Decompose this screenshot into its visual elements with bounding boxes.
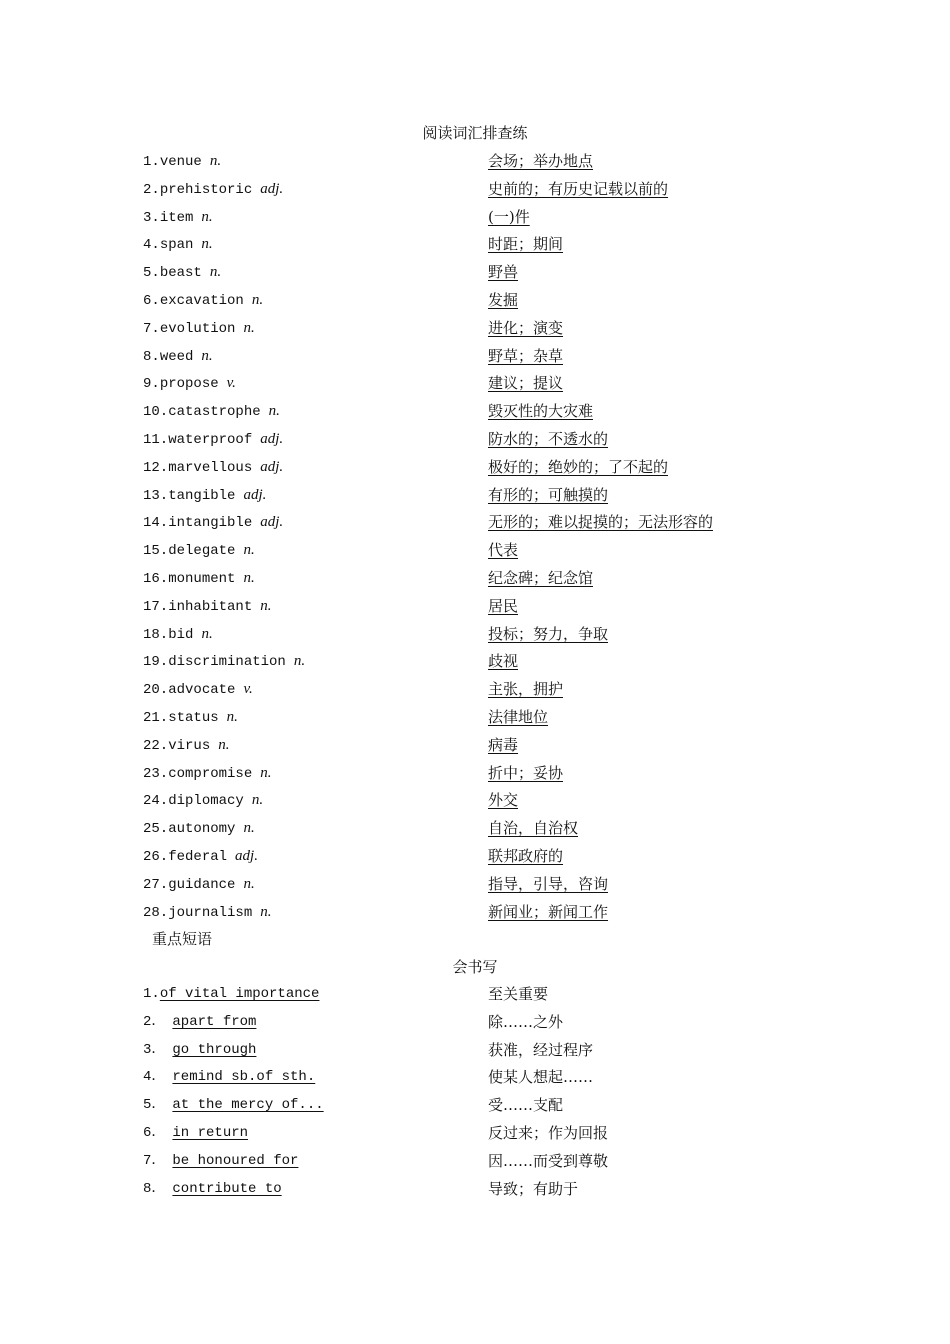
- vocab-row: [0, 679, 950, 701]
- vocab-term: status: [168, 710, 219, 726]
- vocab-number: 4.: [143, 237, 160, 254]
- vocab-pos: adj.: [260, 180, 284, 197]
- vocab-number: 28.: [143, 904, 169, 921]
- phrase-meaning: 受……支配: [488, 1096, 564, 1115]
- vocab-pos: adj.: [260, 431, 284, 447]
- vocab-pos: n.: [243, 319, 255, 336]
- vocab-row: [0, 346, 950, 368]
- phrase-row: [0, 1067, 950, 1089]
- vocab-number: 17.: [143, 598, 169, 615]
- vocab-number: 10.: [143, 404, 169, 421]
- vocab-meaning: 法律地位: [488, 708, 549, 726]
- vocab-pos: v.: [226, 375, 236, 392]
- vocab-word: [143, 624, 213, 645]
- vocab-meaning: 防水的；不透水的: [488, 430, 609, 448]
- phrase-row: [0, 984, 950, 1006]
- vocab-row: [0, 846, 950, 868]
- vocab-word: [143, 373, 236, 394]
- vocab-word: [143, 846, 258, 867]
- vocab-word: [143, 346, 213, 367]
- vocab-term: bid: [168, 626, 194, 643]
- vocab-term: federal: [168, 849, 228, 865]
- vocab-pos: n.: [251, 792, 264, 809]
- vocab-meaning: 进化；演变: [488, 318, 564, 337]
- vocab-pos: n.: [260, 903, 272, 920]
- vocab-term: tangible: [168, 487, 236, 504]
- phrase-entry: [143, 1123, 248, 1143]
- vocab-row: [0, 401, 950, 423]
- vocab-word: [143, 679, 253, 700]
- vocab-number: 7.: [143, 320, 160, 337]
- vocab-row: [0, 151, 950, 173]
- vocab-meaning: (一)件: [488, 207, 530, 226]
- vocab-meaning: 时距；期间: [488, 235, 564, 254]
- vocab-meaning: 毁灭性的大灾难: [488, 402, 594, 421]
- vocab-pos: v.: [243, 681, 253, 698]
- vocab-pos: n.: [209, 153, 222, 169]
- vocab-word: [143, 262, 221, 283]
- vocab-row: [0, 568, 950, 590]
- vocab-pos: n.: [226, 709, 238, 725]
- phrase-row: [0, 1123, 950, 1145]
- phrase-meaning: 除……之外: [488, 1012, 564, 1031]
- vocab-number: 15.: [143, 543, 169, 560]
- vocab-word: [143, 874, 255, 895]
- vocab-pos: n.: [201, 625, 213, 642]
- vocab-row: [0, 540, 950, 562]
- vocab-row: [0, 262, 950, 284]
- vocab-number: 2.: [143, 181, 160, 198]
- vocab-meaning: 建议；提议: [488, 374, 564, 393]
- vocab-number: 16.: [143, 571, 169, 587]
- vocab-number: 9.: [143, 376, 160, 393]
- vocab-row: [0, 763, 950, 785]
- vocab-meaning: 史前的；有历史记载以前的: [488, 179, 669, 198]
- vocab-term: prehistoric: [159, 181, 253, 198]
- vocab-pos: n.: [218, 736, 230, 753]
- vocab-pos: n.: [201, 208, 213, 225]
- phrase-entry: [143, 1012, 256, 1032]
- vocab-term: journalism: [168, 904, 253, 921]
- phrase-row: [0, 1095, 950, 1117]
- vocab-number: 14.: [143, 515, 169, 532]
- vocab-word: [143, 290, 263, 311]
- vocab-word: [143, 902, 271, 923]
- vocab-meaning: 野兽: [488, 263, 519, 282]
- phrase-number: 4．: [143, 1069, 166, 1086]
- vocab-row: [0, 318, 950, 340]
- vocab-number: 23.: [143, 765, 169, 782]
- vocab-word: [143, 457, 283, 478]
- phrase-meaning: 获准，经过程序: [488, 1040, 594, 1059]
- vocab-term: catastrophe: [168, 404, 261, 421]
- vocab-number: 18.: [143, 626, 169, 643]
- vocab-meaning: 主张，拥护: [488, 680, 564, 699]
- phrase-row: [0, 1179, 950, 1201]
- phrase-meaning: 因……而受到尊敬: [488, 1151, 609, 1170]
- vocab-word: [143, 735, 229, 756]
- phrase-text: be honoured for: [172, 1152, 299, 1169]
- vocab-word: [143, 596, 271, 617]
- vocab-number: 13.: [143, 487, 169, 504]
- vocab-pos: n.: [243, 570, 255, 586]
- phrase-number: 6．: [143, 1125, 166, 1141]
- vocab-word: [143, 179, 283, 200]
- vocab-number: 21.: [143, 710, 169, 726]
- vocab-term: excavation: [159, 293, 244, 309]
- vocab-number: 27.: [143, 876, 169, 893]
- vocab-term: discrimination: [168, 654, 286, 671]
- vocab-term: monument: [168, 571, 236, 587]
- vocab-meaning: 野草；杂草: [488, 346, 564, 365]
- vocab-word: [143, 790, 263, 811]
- vocab-meaning: 纪念碑；纪念馆: [488, 569, 594, 587]
- vocab-number: 12.: [143, 459, 169, 476]
- vocab-word: [143, 234, 213, 255]
- phrase-meaning: 使某人想起……: [488, 1068, 594, 1087]
- phrase-number: 2．: [143, 1013, 166, 1030]
- vocab-pos: n.: [293, 653, 306, 670]
- vocab-row: [0, 485, 950, 507]
- phrase-text: at the mercy of...: [172, 1097, 324, 1114]
- vocab-row: [0, 735, 950, 757]
- vocab-row: [0, 651, 950, 673]
- vocab-pos: n.: [260, 597, 272, 614]
- vocab-term: waterproof: [168, 432, 253, 448]
- vocab-row: [0, 429, 950, 451]
- vocab-term: guidance: [168, 876, 236, 893]
- phrase-text: remind sb.of sth.: [172, 1069, 316, 1086]
- vocab-term: diplomacy: [168, 793, 244, 810]
- vocab-word: [143, 818, 255, 839]
- vocab-row: [0, 818, 950, 840]
- vocab-row: [0, 457, 950, 479]
- vocab-number: 26.: [143, 849, 169, 865]
- vocab-term: span: [159, 237, 194, 254]
- vocab-pos: n.: [251, 292, 264, 308]
- vocab-term: autonomy: [168, 821, 236, 838]
- phrase-entry: [143, 1151, 298, 1171]
- vocab-number: 1.: [143, 154, 160, 170]
- phrase-text: apart from: [172, 1013, 257, 1030]
- vocab-row: [0, 707, 950, 729]
- vocab-meaning: 极好的；绝妙的；了不起的: [488, 457, 669, 476]
- phrase-text: contribute to: [172, 1180, 282, 1197]
- vocab-number: 19.: [143, 654, 169, 671]
- vocab-number: 11.: [143, 432, 169, 448]
- phrase-entry: [143, 984, 319, 1004]
- vocab-term: advocate: [168, 682, 236, 699]
- phrase-meaning: 至关重要: [488, 985, 549, 1003]
- phrase-number: 3．: [143, 1041, 166, 1058]
- vocab-number: 25.: [143, 821, 169, 838]
- vocab-meaning: 指导，引导，咨询: [488, 874, 609, 893]
- vocab-meaning: 投标；努力，争取: [488, 624, 609, 643]
- vocab-pos: n.: [243, 875, 255, 892]
- vocab-term: weed: [159, 348, 194, 365]
- vocab-word: [143, 207, 213, 228]
- vocab-word: [143, 707, 238, 728]
- vocab-word: [143, 401, 280, 422]
- vocab-term: beast: [159, 265, 202, 282]
- vocab-meaning: 自治，自治权: [488, 819, 579, 838]
- vocab-row: [0, 290, 950, 312]
- vocab-term: virus: [168, 737, 211, 754]
- vocab-term: inhabitant: [168, 598, 253, 615]
- phrase-number: 8．: [143, 1180, 166, 1197]
- vocab-pos: n.: [268, 403, 280, 420]
- vocab-word: [143, 568, 255, 589]
- vocab-pos: n.: [201, 236, 213, 253]
- phrase-row: [0, 1012, 950, 1034]
- vocab-number: 8.: [143, 348, 160, 365]
- vocab-pos: n.: [243, 820, 255, 837]
- vocab-number: 24.: [143, 793, 169, 810]
- vocab-term: intangible: [168, 515, 253, 532]
- vocab-pos: n.: [243, 542, 255, 559]
- vocab-term: compromise: [168, 765, 253, 782]
- phrases-heading: 重点短语: [152, 930, 213, 948]
- vocab-pos: adj.: [243, 486, 267, 503]
- vocab-word: [143, 429, 283, 450]
- vocab-term: marvellous: [168, 459, 253, 476]
- vocab-row: [0, 179, 950, 201]
- vocab-row: [0, 207, 950, 229]
- phrase-entry: [143, 1067, 315, 1087]
- phrase-entry: [143, 1179, 282, 1199]
- vocab-row: [0, 790, 950, 812]
- vocab-number: 3.: [143, 209, 160, 226]
- vocab-meaning: 有形的；可触摸的: [488, 485, 609, 504]
- phrase-text: go through: [172, 1041, 257, 1058]
- vocab-meaning: 病毒: [488, 735, 519, 754]
- phrase-number: 1.: [143, 986, 160, 1002]
- vocab-number: 5.: [143, 265, 160, 282]
- vocab-meaning: 新闻业；新闻工作: [488, 902, 609, 921]
- vocab-row: [0, 373, 950, 395]
- phrase-text: in return: [172, 1125, 249, 1141]
- phrase-row: [0, 1040, 950, 1062]
- vocab-meaning: 居民: [488, 596, 519, 615]
- vocab-word: [143, 485, 266, 506]
- vocab-row: [0, 902, 950, 924]
- phrases-title: 会书写: [452, 958, 498, 976]
- vocab-row: [0, 624, 950, 646]
- vocab-row: [0, 234, 950, 256]
- vocab-pos: n.: [260, 764, 272, 781]
- vocab-meaning: 外交: [488, 791, 519, 810]
- vocab-word: [143, 512, 283, 533]
- vocab-term: delegate: [168, 543, 236, 560]
- vocab-meaning: 无形的；难以捉摸的；无法形容的: [488, 513, 714, 532]
- vocab-meaning: 发掘: [488, 291, 519, 309]
- vocab-title: 阅读词汇排查练: [422, 124, 528, 142]
- vocab-meaning: 会场；举办地点: [488, 152, 594, 170]
- vocab-pos: adj.: [235, 848, 258, 864]
- phrase-entry: [143, 1095, 324, 1115]
- vocab-word: [143, 763, 271, 784]
- vocab-term: evolution: [159, 320, 236, 337]
- vocab-row: [0, 596, 950, 618]
- phrase-entry: [143, 1040, 256, 1060]
- vocab-number: 20.: [143, 682, 169, 699]
- phrase-row: [0, 1151, 950, 1173]
- vocab-meaning: 折中；妥协: [488, 763, 564, 782]
- vocab-word: [143, 151, 221, 172]
- vocab-row: [0, 874, 950, 896]
- vocab-meaning: 联邦政府的: [488, 847, 564, 865]
- vocab-word: [143, 318, 255, 339]
- vocab-word: [143, 651, 305, 672]
- vocab-term: item: [159, 209, 194, 226]
- vocab-number: 22.: [143, 737, 169, 754]
- vocab-pos: n.: [209, 264, 222, 281]
- phrase-number: 7．: [143, 1152, 166, 1169]
- phrase-text: of vital importance: [159, 986, 320, 1002]
- phrase-number: 5．: [143, 1097, 166, 1114]
- vocab-meaning: 代表: [488, 541, 519, 560]
- vocab-pos: adj.: [260, 458, 284, 475]
- vocab-meaning: 歧视: [488, 652, 519, 671]
- vocab-pos: n.: [201, 347, 213, 364]
- phrase-meaning: 导致；有助于: [488, 1179, 579, 1198]
- vocab-term: propose: [159, 376, 219, 393]
- phrase-meaning: 反过来；作为回报: [488, 1124, 609, 1142]
- vocab-number: 6.: [143, 293, 160, 309]
- vocab-term: venue: [159, 154, 202, 170]
- vocab-word: [143, 540, 255, 561]
- vocab-pos: adj.: [260, 514, 284, 531]
- vocab-row: [0, 512, 950, 534]
